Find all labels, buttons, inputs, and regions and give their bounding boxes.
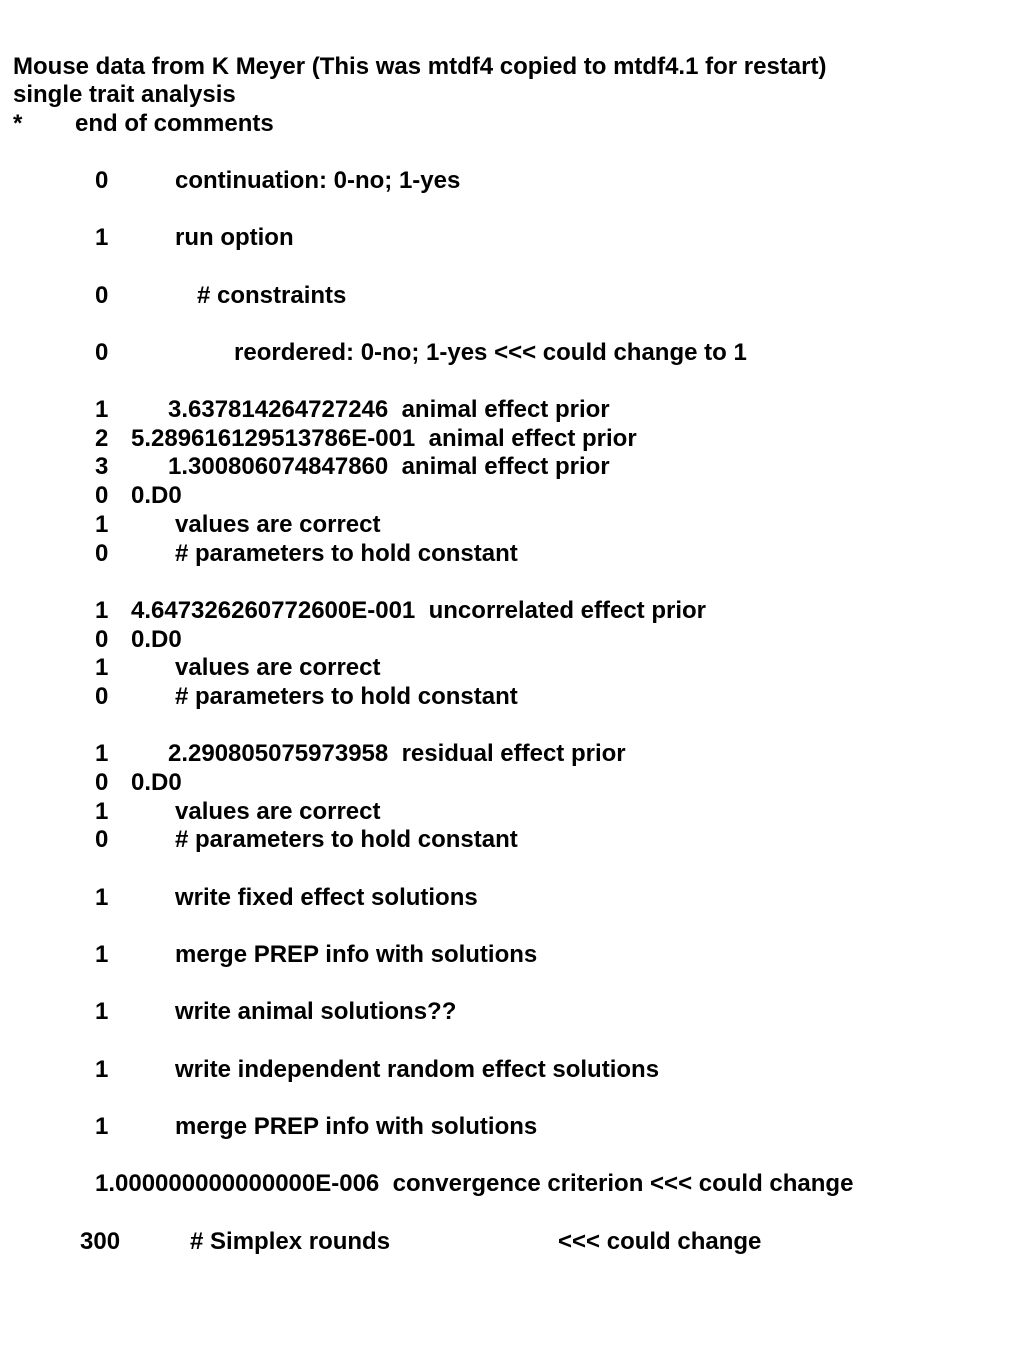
residual-correct-label: values are correct — [175, 798, 381, 825]
header-title: Mouse data from K Meyer (This was mtdf4 copied to mtdf4.1 for restart) — [13, 53, 827, 80]
constraints-value: 0 — [95, 282, 109, 309]
animal-prior-3-index: 3 — [95, 453, 109, 480]
uncorrelated-d0-index: 0 — [95, 626, 109, 653]
reordered-label: reordered: 0-no; 1-yes <<< could change to 1 — [234, 339, 747, 366]
animal-d0: 0.D0 — [131, 482, 182, 509]
animal-hold-value: 0 — [95, 540, 109, 567]
write-animal-value: 1 — [95, 998, 109, 1025]
continuation-label: continuation: 0-no; 1-yes — [175, 167, 461, 194]
merge-prep-2-value: 1 — [95, 1113, 109, 1140]
animal-correct-label: values are correct — [175, 511, 381, 538]
residual-hold-value: 0 — [95, 826, 109, 853]
run-option-value: 1 — [95, 224, 109, 251]
animal-prior-1-index: 1 — [95, 396, 109, 423]
simplex-rounds-label: # Simplex rounds — [190, 1228, 391, 1255]
residual-prior-index: 1 — [95, 740, 109, 767]
residual-correct-value: 1 — [95, 798, 109, 825]
animal-prior-2: 5.289616129513786E-001 animal effect prior — [131, 425, 637, 452]
uncorrelated-d0: 0.D0 — [131, 626, 182, 653]
comment-star: * — [13, 110, 23, 137]
continuation-value: 0 — [95, 167, 109, 194]
uncorrelated-correct-value: 1 — [95, 654, 109, 681]
write-independent-value: 1 — [95, 1056, 109, 1083]
reordered-value: 0 — [95, 339, 109, 366]
animal-prior-3: 1.300806074847860 animal effect prior — [168, 453, 610, 480]
residual-d0-index: 0 — [95, 769, 109, 796]
animal-hold-label: # parameters to hold constant — [175, 540, 518, 567]
simplex-rounds-note: <<< could change — [558, 1228, 762, 1255]
convergence-criterion: 1.000000000000000E-006 convergence criterion <<< could change — [95, 1170, 854, 1197]
header-subtitle: single trait analysis — [13, 81, 236, 108]
merge-prep-2-label: merge PREP info with solutions — [175, 1113, 538, 1140]
animal-prior-2-index: 2 — [95, 425, 109, 452]
write-animal-label: write animal solutions?? — [175, 998, 457, 1025]
uncorrelated-hold-value: 0 — [95, 683, 109, 710]
uncorrelated-prior: 4.647326260772600E-001 uncorrelated effect prior — [131, 597, 707, 624]
write-fixed-label: write fixed effect solutions — [175, 884, 478, 911]
animal-prior-1: 3.637814264727246 animal effect prior — [168, 396, 610, 423]
residual-prior: 2.290805075973958 residual effect prior — [168, 740, 626, 767]
merge-prep-1-value: 1 — [95, 941, 109, 968]
uncorrelated-prior-index: 1 — [95, 597, 109, 624]
merge-prep-1-label: merge PREP info with solutions — [175, 941, 538, 968]
end-of-comments: end of comments — [75, 110, 274, 137]
write-independent-label: write independent random effect solutions — [175, 1056, 660, 1083]
animal-correct-value: 1 — [95, 511, 109, 538]
write-fixed-value: 1 — [95, 884, 109, 911]
residual-hold-label: # parameters to hold constant — [175, 826, 518, 853]
uncorrelated-hold-label: # parameters to hold constant — [175, 683, 518, 710]
animal-d0-index: 0 — [95, 482, 109, 509]
run-option-label: run option — [175, 224, 294, 251]
residual-d0: 0.D0 — [131, 769, 182, 796]
constraints-label: # constraints — [197, 282, 347, 309]
simplex-rounds-value: 300 — [80, 1228, 121, 1255]
uncorrelated-correct-label: values are correct — [175, 654, 381, 681]
